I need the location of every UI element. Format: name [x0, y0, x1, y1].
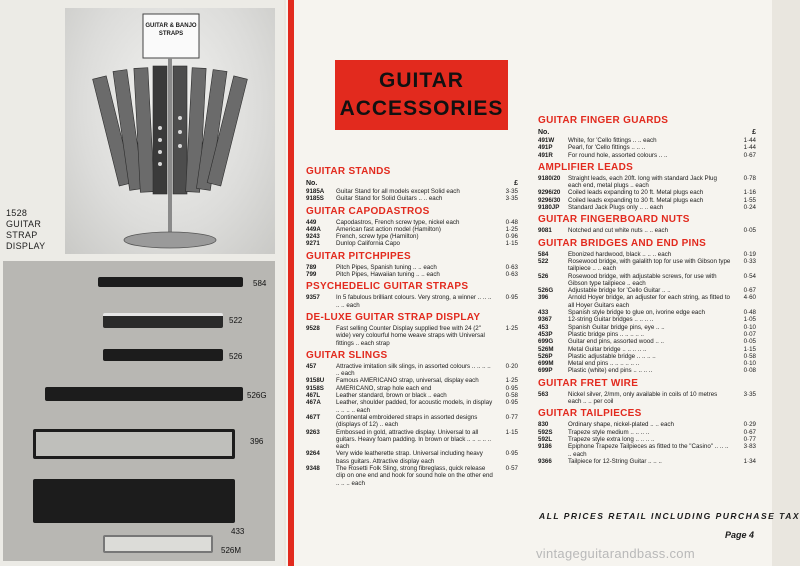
item-price: 0·33	[743, 257, 756, 265]
price-footer: ALL PRICES RETAIL INCLUDING PURCHASE TAX	[539, 511, 800, 521]
caption-line: 1528	[6, 208, 28, 218]
catalog-item	[538, 331, 756, 338]
item-desc: Coiled leads expanding to 20 ft. Metal plugs each	[568, 189, 704, 197]
item-code: 433	[538, 309, 549, 317]
item-price: 0·10	[743, 323, 756, 331]
item-code: 699G	[538, 338, 554, 346]
item-code: 449A	[306, 225, 321, 233]
catalog-item	[306, 465, 518, 487]
item-code: 526P	[538, 352, 553, 360]
item-desc: Famous AMERICANO strap, universal, display each	[336, 377, 479, 385]
caption-line: STRAP	[6, 230, 38, 240]
item-desc: Nickel silver, 2/mm, only available in coils of 10 metres each .. .. per coil	[568, 390, 718, 406]
item-desc: The Rosetti Folk Sling, strong fibreglass, quick release clip on one end and hook for sound hole on the other end .. .. .. each	[336, 465, 493, 487]
item-desc: Very wide leatherette strap. Universal including heavy bass guitars. Attractive display each	[336, 450, 483, 465]
item-code: 9263	[306, 428, 320, 436]
item-desc: Straight leads, each 20ft. long with standard Jack Plug each end, metal plugs .. each	[568, 174, 717, 190]
catalog-item	[538, 204, 756, 211]
item-price: 0·19	[743, 250, 756, 258]
item-code: 789	[306, 263, 317, 271]
item-code: 563	[538, 390, 549, 398]
item-desc: American fast action model (Hamilton)	[336, 225, 441, 233]
item-desc: Attractive imitation silk slings, in assorted colours .. .. .. .. .. each	[336, 362, 491, 378]
section-heading: GUITAR CAPODASTROS	[306, 205, 430, 217]
item-price: 3·83	[743, 443, 756, 451]
item-desc: Guitar Stand for Solid Guitars .. .. each	[336, 195, 443, 203]
title-line: ACCESSORIES	[339, 97, 504, 120]
item-price: 0·95	[505, 399, 518, 407]
item-desc: For round hole, assorted colours .. ..	[568, 151, 668, 159]
strap-display-caption	[6, 208, 64, 252]
catalog-item	[538, 443, 756, 458]
item-code: 592L	[538, 435, 553, 443]
item-desc: Continental embroidered straps in assorted designs (displays of 12) .. each	[336, 413, 478, 429]
catalog-item	[538, 367, 756, 374]
caption-line: DISPLAY	[6, 241, 46, 251]
item-price: 1·15	[505, 240, 518, 248]
column-header-number: No.	[306, 180, 318, 187]
item-desc: Pitch Pipes, Spanish tuning .. .. each	[336, 263, 437, 271]
catalog-column-left	[306, 163, 518, 487]
item-code: 9296/20	[538, 189, 561, 197]
catalog-item	[538, 421, 756, 428]
item-code: 9185S	[306, 195, 324, 203]
item-code: 9180/20	[538, 174, 561, 182]
section-heading: AMPLIFIER LEADS	[538, 161, 634, 173]
item-code: 453	[538, 323, 549, 331]
page-number: Page 4	[725, 530, 755, 540]
item-desc: White, for 'Cello fittings .. .. each	[568, 137, 657, 144]
catalog-column-right	[538, 112, 756, 465]
item-code: 9243	[306, 233, 320, 241]
section-heading: GUITAR FRET WIRE	[538, 377, 639, 389]
item-price: 0·96	[505, 233, 518, 241]
item-price: 1·55	[743, 196, 756, 204]
item-price: 0·57	[505, 465, 518, 473]
item-price: 0·48	[743, 309, 756, 317]
catalog-item	[538, 360, 756, 367]
item-desc: Plastic bridge pins .. .. .. .. ..	[568, 330, 644, 338]
catalog-item	[306, 414, 518, 429]
item-code: 449	[306, 218, 317, 226]
item-desc: Trapeze style extra long .. .. .. ..	[568, 435, 655, 443]
column-header-currency: £	[752, 129, 756, 136]
catalog-item	[538, 429, 756, 436]
item-code: 526	[538, 272, 549, 280]
column-header-number: No.	[538, 129, 550, 136]
item-desc: In 5 fabulous brilliant colours. Very strong, a winner .. .. .. .. .. each	[336, 294, 492, 309]
bridge-433-image	[33, 479, 235, 523]
catalog-item	[306, 233, 518, 240]
bridge-526m-image	[103, 535, 213, 553]
item-desc: Metal Guitar bridge .. .. .. .. ..	[568, 345, 647, 353]
item-code: 830	[538, 421, 549, 429]
item-code: 467A	[306, 399, 321, 407]
item-price: 0·58	[505, 392, 518, 400]
catalog-item	[306, 385, 518, 392]
page-title	[335, 60, 508, 130]
catalog-item	[306, 240, 518, 247]
item-price: 0·77	[743, 435, 756, 443]
item-code: 9180JP	[538, 204, 560, 212]
item-desc: Trapeze style medium .. .. .. ..	[568, 428, 650, 436]
section-heading: GUITAR BRIDGES AND END PINS	[538, 237, 707, 249]
bridge-label: 526	[229, 352, 243, 361]
bridge-label: 526G	[247, 391, 267, 400]
catalog-item	[306, 377, 518, 384]
catalog-item	[538, 137, 756, 144]
bridges-photo	[3, 261, 275, 561]
catalog-item	[538, 294, 756, 309]
item-desc: 12-string Guitar bridges .. .. .. ..	[568, 316, 654, 324]
bridge-584-image	[98, 277, 243, 287]
item-price: 0·67	[743, 287, 756, 295]
item-price: 1·25	[505, 225, 518, 233]
section-heading: GUITAR PITCHPIPES	[306, 250, 411, 262]
item-price: 1·25	[505, 377, 518, 385]
item-price: 3·35	[505, 188, 518, 195]
title-line: GUITAR	[379, 69, 464, 92]
item-desc: Guitar Stand for all models except Solid each	[336, 188, 460, 195]
item-desc: Leather standard, brown or black .. each	[336, 392, 447, 400]
item-price: 0·24	[743, 204, 756, 212]
item-price: 0·67	[743, 151, 756, 159]
item-code: 467T	[306, 413, 321, 421]
item-price: 0·58	[743, 352, 756, 360]
catalog-item	[306, 188, 518, 195]
item-code: 584	[538, 250, 549, 258]
item-price: 0·63	[505, 271, 518, 279]
item-desc: Spanish Guitar bridge pins, eye .. ..	[568, 323, 665, 331]
item-desc: Dunlop California Capo	[336, 240, 400, 248]
item-price: 0·20	[505, 362, 518, 370]
item-desc: Tailpiece for 12-String Guitar .. .. ..	[568, 457, 662, 465]
display-sign-text: GUITAR & BANJO STRAPS	[145, 23, 197, 37]
catalog-item	[538, 324, 756, 331]
item-code: 491W	[538, 137, 555, 144]
column-header	[538, 128, 756, 137]
catalog-item	[538, 144, 756, 151]
item-desc: AMERICANO, strap hole each end	[336, 384, 432, 392]
item-code: 467L	[306, 392, 321, 400]
bridge-label: 396	[250, 437, 264, 446]
item-price: 1·34	[743, 457, 756, 465]
item-code: 522	[538, 257, 549, 265]
item-desc: Ordinary shape, nickel-plated .. .. each	[568, 421, 674, 429]
section-heading: GUITAR TAILPIECES	[538, 408, 642, 420]
item-desc: Leather, shoulder padded, for acoustic models, in display .. .. .. .. each	[336, 399, 493, 414]
catalog-item	[306, 429, 518, 451]
item-desc: Rosewood bridge, with galalith top for use with Gibson type tailpiece .. .. each	[568, 257, 731, 273]
item-desc: Capodastros, French screw type, nickel each	[336, 218, 460, 226]
strap-display-illustration	[65, 8, 275, 254]
item-price: 1·05	[743, 316, 756, 324]
bridge-396-image	[33, 429, 235, 459]
item-price: 0·63	[505, 263, 518, 271]
section-heading: GUITAR FINGER GUARDS	[538, 115, 669, 126]
item-desc: Rosewood bridge, with adjustable screws, for use with Gibson type tailpiece .. each	[568, 272, 717, 287]
column-header-currency: £	[514, 180, 518, 187]
catalog-item	[538, 316, 756, 323]
item-price: 1·25	[505, 324, 518, 332]
item-code: 9158U	[306, 377, 325, 385]
item-code: 9185A	[306, 188, 325, 195]
item-price: 0·95	[505, 294, 518, 302]
item-price: 1·15	[505, 428, 518, 436]
item-desc: Pitch Pipes, Hawaiian tuning .. .. each	[336, 271, 440, 279]
item-desc: Metal end pins .. .. .. .. .. ..	[568, 360, 640, 368]
item-code: 799	[306, 271, 317, 279]
item-code: 9366	[538, 457, 552, 465]
item-desc: Plastic (white) end pins .. .. .. ..	[568, 367, 653, 375]
bridge-522-image	[103, 313, 223, 328]
catalog-item	[538, 258, 756, 273]
catalog-item	[538, 197, 756, 204]
catalog-item	[306, 271, 518, 278]
item-price: 3·35	[505, 195, 518, 203]
catalog-item	[538, 436, 756, 443]
catalog-item	[306, 399, 518, 414]
left-page	[0, 0, 284, 566]
item-code: 396	[538, 294, 549, 302]
catalog-item	[538, 152, 756, 159]
item-price: 1·44	[743, 137, 756, 144]
item-price: 0·05	[743, 338, 756, 346]
catalog-item	[306, 195, 518, 202]
catalog-item	[538, 227, 756, 234]
item-price: 1·44	[743, 144, 756, 152]
catalog-item	[538, 309, 756, 316]
item-code: 491R	[538, 151, 553, 159]
item-price: 0·10	[743, 360, 756, 368]
catalog-item	[538, 273, 756, 288]
item-price: 0·07	[743, 330, 756, 338]
item-code: 9367	[538, 316, 552, 324]
catalog-item	[538, 189, 756, 196]
catalog-item	[306, 219, 518, 226]
catalog-item	[306, 264, 518, 271]
catalog-item	[538, 458, 756, 465]
item-desc: French, screw type (Hamilton)	[336, 233, 419, 241]
red-margin-stripe	[288, 0, 294, 566]
strap-display-photo	[65, 8, 275, 254]
item-price: 0·05	[743, 227, 756, 235]
section-heading: GUITAR SLINGS	[306, 349, 388, 361]
column-header	[306, 179, 518, 188]
item-price: 0·95	[505, 384, 518, 392]
item-code: 453P	[538, 330, 553, 338]
item-desc: Arnold Hoyer bridge, an adjuster for each string, as fitted to all Hoyer Guitars each	[568, 294, 730, 309]
item-code: 9528	[306, 324, 320, 332]
catalog-item	[538, 346, 756, 353]
item-price: 0·77	[505, 413, 518, 421]
watermark: vintageguitarandbass.com	[536, 546, 695, 561]
item-desc: Plastic adjustable bridge .. .. .. ..	[568, 352, 656, 360]
bridge-label: 526M	[221, 546, 242, 555]
item-price: 0·29	[743, 421, 756, 429]
item-price: 1·15	[743, 345, 756, 353]
item-code: 9296/30	[538, 196, 561, 204]
catalog-item	[538, 391, 756, 406]
item-desc: Coiled leads expanding to 30 ft. Metal plugs each	[568, 196, 704, 204]
item-code: 9348	[306, 465, 320, 473]
item-code: 9158S	[306, 384, 324, 392]
item-price: 3·35	[743, 390, 756, 398]
item-price: 0·78	[743, 174, 756, 182]
catalog-item	[306, 450, 518, 465]
catalog-item	[306, 363, 518, 378]
item-desc: Epiphone Trapeze Tailpieces as fitted to the "Casino" .. .. .. .. each	[568, 443, 729, 458]
caption-line: GUITAR	[6, 219, 42, 229]
bridge-526-image	[103, 349, 223, 361]
item-price: 4·60	[743, 294, 756, 302]
item-price: 0·48	[505, 218, 518, 226]
bridge-label: 522	[229, 316, 243, 325]
item-price: 0·54	[743, 272, 756, 280]
item-desc: Adjustable bridge for 'Cello Guitar .. ..	[568, 287, 671, 295]
item-code: 9186	[538, 443, 552, 451]
item-desc: Standard Jack Plugs only .. .. each	[568, 204, 664, 212]
catalog-item	[538, 175, 756, 190]
bridge-526g-image	[45, 387, 243, 401]
section-heading: PSYCHEDELIC GUITAR STRAPS	[306, 281, 469, 293]
item-code: 592S	[538, 428, 553, 436]
catalog-item	[306, 392, 518, 399]
item-code: 9271	[306, 240, 320, 248]
item-desc: Embossed in gold, attractive display. Universal to all guitars. Heavy foam padding. In brown or black .. .. .. .. .. each	[336, 428, 492, 451]
section-heading: GUITAR FINGERBOARD NUTS	[538, 214, 690, 226]
catalog-item	[538, 251, 756, 258]
item-code: 699M	[538, 360, 554, 368]
item-desc: Guitar end pins, assorted wood .. ..	[568, 338, 664, 346]
item-price: 0·95	[505, 450, 518, 458]
catalog-item	[538, 287, 756, 294]
section-heading: DE-LUXE GUITAR STRAP DISPLAY	[306, 311, 481, 323]
item-code: 457	[306, 362, 317, 370]
item-price: 0·08	[743, 367, 756, 375]
item-price: 1·16	[743, 189, 756, 197]
catalog-item	[538, 338, 756, 345]
item-code: 699P	[538, 367, 553, 375]
item-desc: Spanish style bridge to glue on, ivorine edge each	[568, 309, 705, 317]
item-code: 9264	[306, 450, 320, 458]
catalog-item	[306, 294, 518, 309]
item-desc: Notched and cut white nuts .. .. each	[568, 227, 669, 235]
item-code: 526G	[538, 287, 554, 295]
catalog-item	[306, 226, 518, 233]
catalog-item	[306, 325, 518, 347]
item-code: 9357	[306, 294, 320, 302]
bridge-label: 584	[253, 279, 267, 288]
item-code: 9081	[538, 227, 552, 235]
item-code: 526M	[538, 345, 554, 353]
item-desc: Pearl, for 'Cello fittings .. .. ..	[568, 144, 646, 152]
section-heading: GUITAR STANDS	[306, 166, 391, 177]
catalog-item	[538, 353, 756, 360]
item-desc: Fast selling Counter Display supplied free with 24 (2" wide) very colourful home weave straps with Universal fittings .. each strap	[336, 324, 485, 347]
item-code: 491P	[538, 144, 553, 152]
bridge-label: 433	[231, 527, 245, 536]
item-desc: Ebonized hardwood, black .. .. .. each	[568, 250, 672, 258]
item-price: 0·67	[743, 428, 756, 436]
